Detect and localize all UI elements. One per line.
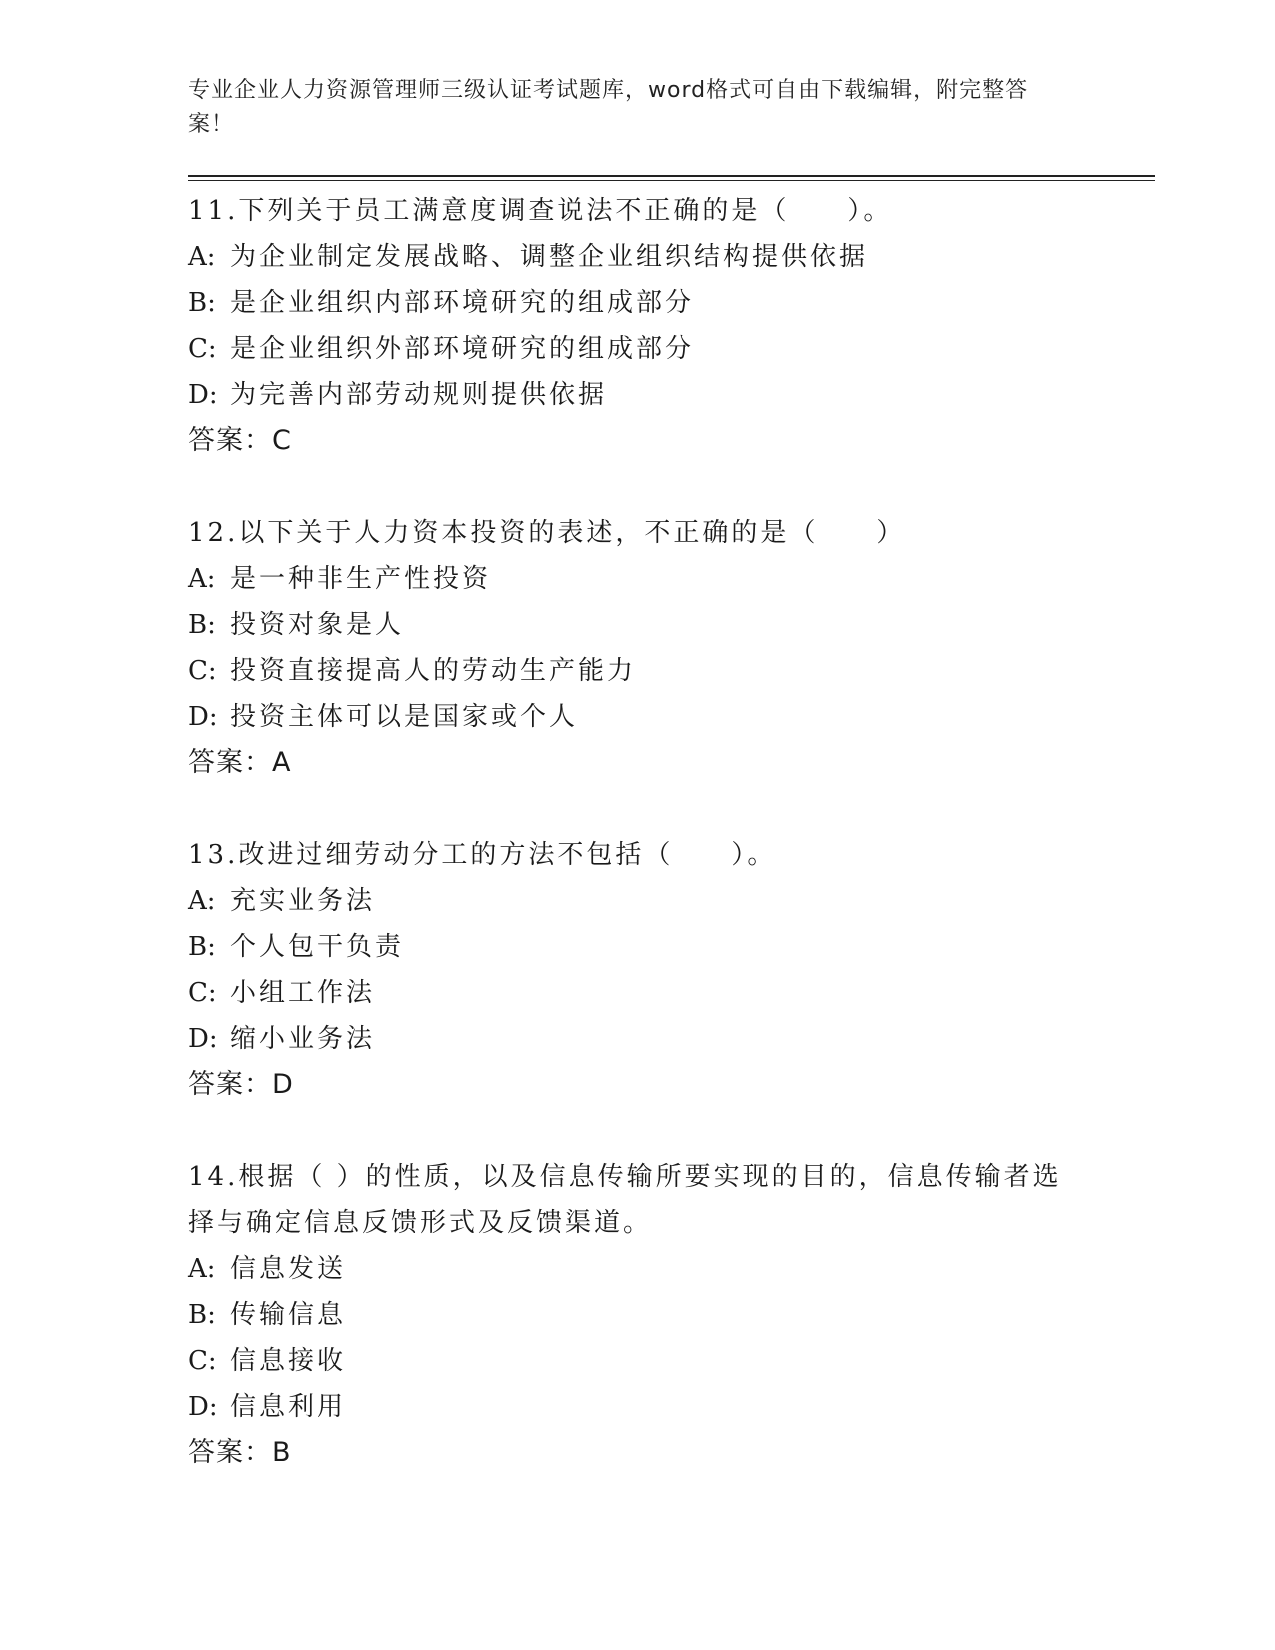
question-12	[188, 510, 1068, 786]
header-rule-thick	[188, 175, 1155, 177]
option-key: C:	[188, 978, 217, 1008]
option-c	[188, 1338, 1068, 1384]
option-b	[188, 1292, 1068, 1338]
question-stem: 12.以下关于人力资本投资的表述，不正确的是（ ）	[188, 518, 906, 548]
option-d	[188, 1384, 1068, 1430]
option-text: 投资直接提高人的劳动生产能力	[230, 656, 637, 686]
option-text: 信息利用	[230, 1392, 347, 1422]
option-key: D:	[188, 1024, 218, 1054]
option-key: A:	[188, 564, 216, 594]
option-text: 传输信息	[230, 1300, 347, 1330]
question-14	[188, 1154, 1068, 1476]
question-list	[188, 188, 1068, 1522]
question-stem: 11.下列关于员工满意度调查说法不正确的是（ ）。	[188, 196, 893, 226]
option-text: 信息发送	[230, 1254, 347, 1284]
option-text: 个人包干负责	[230, 932, 405, 962]
option-b	[188, 924, 1068, 970]
option-a	[188, 1246, 1068, 1292]
answer-line: 答案：B	[188, 1437, 292, 1468]
option-text: 为企业制定发展战略、调整企业组织结构提供依据	[230, 242, 869, 272]
answer-line: 答案：D	[188, 1069, 294, 1100]
option-c	[188, 326, 1068, 372]
option-key: B:	[188, 610, 216, 640]
option-key: C:	[188, 1346, 217, 1376]
question-stem: 14.根据（ ）的性质，以及信息传输所要实现的目的，信息传输者选择与确定信息反馈形式及反馈渠道。	[188, 1162, 1062, 1238]
option-text: 信息接收	[230, 1346, 347, 1376]
option-text: 是企业组织内部环境研究的组成部分	[230, 288, 695, 318]
option-key: C:	[188, 334, 217, 364]
option-key: B:	[188, 932, 216, 962]
option-c	[188, 648, 1068, 694]
option-key: C:	[188, 656, 217, 686]
option-c	[188, 970, 1068, 1016]
option-key: D:	[188, 380, 218, 410]
option-key: A:	[188, 242, 216, 272]
answer-line: 答案：C	[188, 425, 292, 456]
option-text: 投资对象是人	[230, 610, 405, 640]
option-key: B:	[188, 288, 216, 318]
question-11	[188, 188, 1068, 464]
option-a	[188, 234, 1068, 280]
option-text: 充实业务法	[230, 886, 376, 916]
option-d	[188, 372, 1068, 418]
option-a	[188, 878, 1068, 924]
question-stem: 13.改进过细劳动分工的方法不包括（ ）。	[188, 840, 777, 870]
document-header: 专业企业人力资源管理师三级认证考试题库，word格式可自由下载编辑，附完整答案！	[188, 78, 1029, 137]
option-text: 小组工作法	[230, 978, 376, 1008]
option-text: 缩小业务法	[230, 1024, 376, 1054]
option-key: A:	[188, 1254, 216, 1284]
option-text: 是企业组织外部环境研究的组成部分	[230, 334, 695, 364]
header-rule-thin	[188, 180, 1155, 181]
option-a	[188, 556, 1068, 602]
option-key: D:	[188, 702, 218, 732]
option-d	[188, 694, 1068, 740]
option-key: D:	[188, 1392, 218, 1422]
option-d	[188, 1016, 1068, 1062]
option-b	[188, 602, 1068, 648]
option-b	[188, 280, 1068, 326]
option-key: A:	[188, 886, 216, 916]
option-text: 投资主体可以是国家或个人	[230, 702, 579, 732]
option-key: B:	[188, 1300, 216, 1330]
answer-line: 答案：A	[188, 747, 292, 778]
option-text: 为完善内部劳动规则提供依据	[230, 380, 608, 410]
option-text: 是一种非生产性投资	[230, 564, 492, 594]
question-13	[188, 832, 1068, 1108]
